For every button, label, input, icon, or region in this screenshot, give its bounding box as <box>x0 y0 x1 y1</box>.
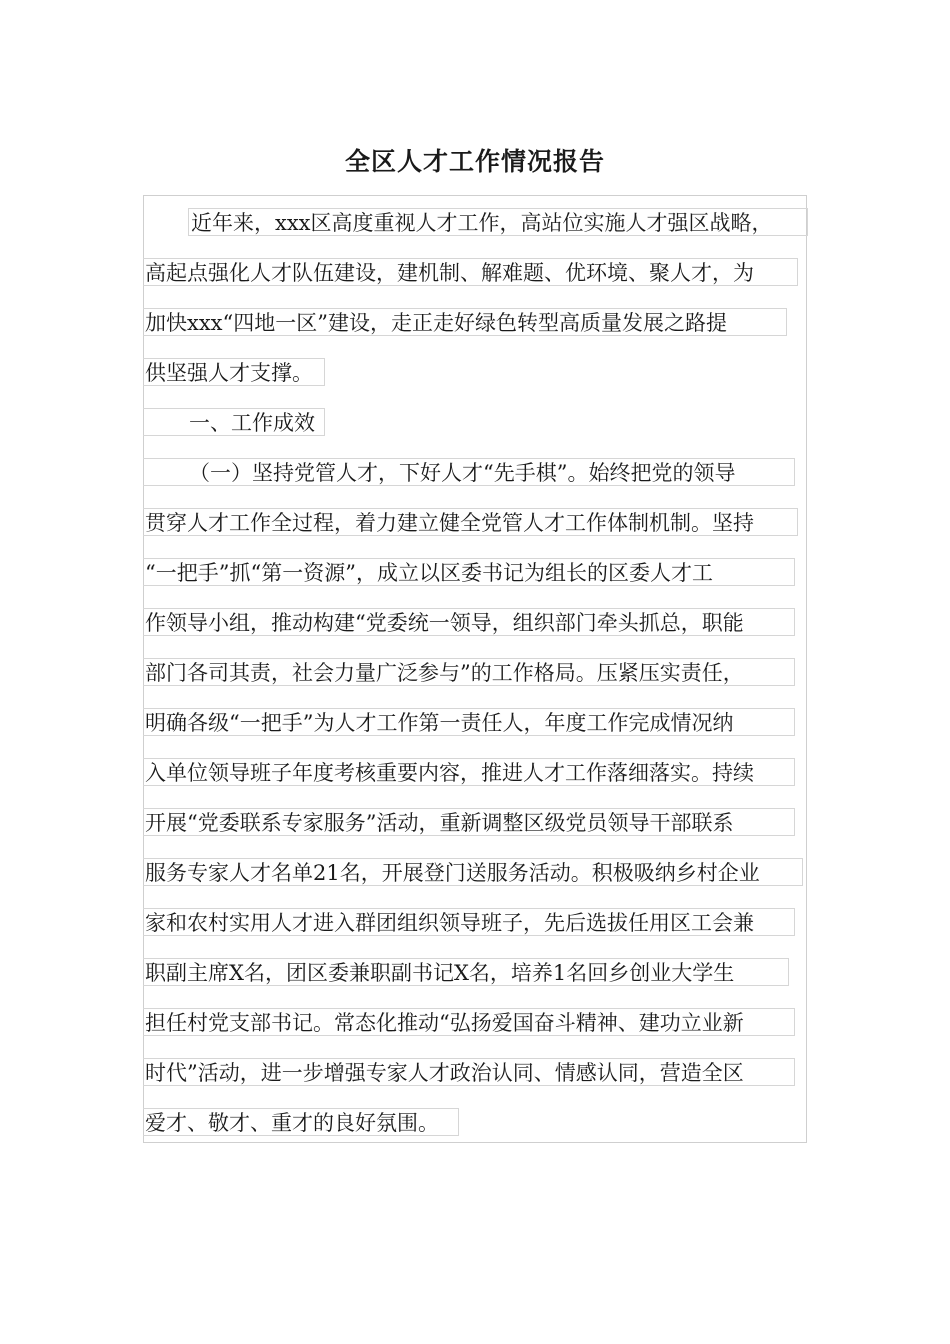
document-title: 全区人才工作情况报告 <box>344 147 605 176</box>
text-line: 职副主席X名，团区委兼职副书记X名，培养1名回乡创业大学生 <box>143 958 789 986</box>
text-line: 明确各级“一把手”为人才工作第一责任人，年度工作完成情况纳 <box>143 708 795 736</box>
text-line: 家和农村实用人才进入群团组织领导班子，先后选拔任用区工会兼 <box>143 908 795 936</box>
text-line: 高起点强化人才队伍建设，建机制、解难题、优环境、聚人才，为 <box>143 258 798 286</box>
text-line: 爱才、敬才、重才的良好氛围。 <box>143 1108 459 1136</box>
text-line: 贯穿人才工作全过程，着力建立健全党管人才工作体制机制。坚持 <box>143 508 798 536</box>
text-line: 部门各司其责，社会力量广泛参与”的工作格局。压紧压实责任， <box>143 658 795 686</box>
text-line: 时代”活动，进一步增强专家人才政治认同、情感认同，营造全区 <box>143 1058 795 1086</box>
text-line: 作领导小组，推动构建“党委统一领导，组织部门牵头抓总，职能 <box>143 608 795 636</box>
section-heading: 一、工作成效 <box>143 408 325 436</box>
text-line: 开展“党委联系专家服务”活动，重新调整区级党员领导干部联系 <box>143 808 795 836</box>
text-line: 供坚强人才支撑。 <box>143 358 325 386</box>
text-line: 服务专家人才名单21名，开展登门送服务活动。积极吸纳乡村企业 <box>143 858 803 886</box>
text-line: 入单位领导班子年度考核重要内容，推进人才工作落细落实。持续 <box>143 758 795 786</box>
text-line: “一把手”抓“第一资源”，成立以区委书记为组长的区委人才工 <box>143 558 795 586</box>
text-line: 加快xxx“四地一区”建设，走正走好绿色转型高质量发展之路提 <box>143 308 787 336</box>
text-line: 近年来，xxx区高度重视人才工作，高站位实施人才强区战略， <box>188 208 808 236</box>
text-line: 担任村党支部书记。常态化推动“弘扬爱国奋斗精神、建功立业新 <box>143 1008 795 1036</box>
subsection-heading: （一）坚持党管人才，下好人才“先手棋”。始终把党的领导 <box>143 458 795 486</box>
